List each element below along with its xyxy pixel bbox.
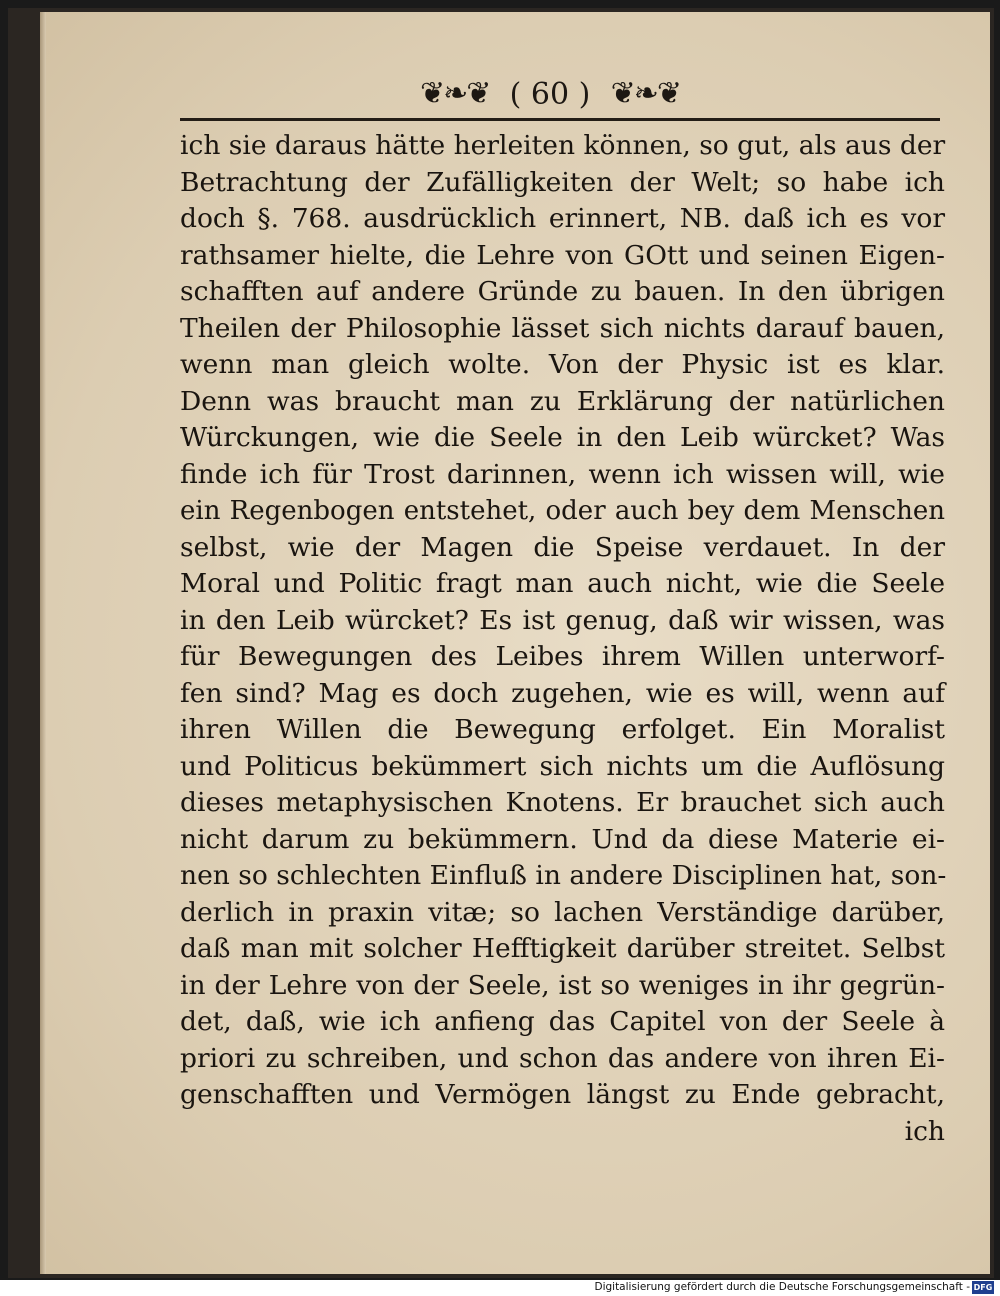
text-line: in der Lehre von der Seele, ist so weniges in ihr gegrün- xyxy=(180,969,945,1001)
text-line: selbst, wie der Magen die Speise verdauet. In der xyxy=(180,531,945,563)
header-rule xyxy=(180,118,940,121)
text-line: nicht darum zu bekümmern. Und da diese Materie ei- xyxy=(180,823,945,855)
text-line: Würckungen, wie die Seele in den Leib würcket? Was xyxy=(180,422,945,453)
text-line: doch §. 768. ausdrücklich erinnert, NB. daß ich es vor xyxy=(180,203,945,234)
page-header xyxy=(420,74,680,114)
page-number: ( 60 ) xyxy=(509,76,591,112)
funding-credit: Digitalisierung gefördert durch die Deutsche Forschungsgemeinschaft - xyxy=(594,1281,970,1293)
text-line: det, daß, wie ich anfieng das Capitel von der Seele à xyxy=(180,1006,945,1037)
text-line: ihren Willen die Bewegung erfolget. Ein Moralist xyxy=(180,714,945,745)
text-line: Moral und Politic fragt man auch nicht, wie die Seele xyxy=(180,568,945,599)
text-line: Denn was braucht man zu Erklärung der natürlichen xyxy=(180,385,945,417)
text-line: rathsamer hielte, die Lehre von GOtt und seinen Eigen- xyxy=(180,239,945,271)
text-line: ich xyxy=(904,1115,945,1147)
text-line: schafften auf andere Gründe zu bauen. In den übrigen xyxy=(180,276,945,307)
text-line: Betrachtung der Zufälligkeiten der Welt; so habe ich xyxy=(180,166,945,198)
text-line: in den Leib würcket? Es ist genug, daß wir wissen, was xyxy=(180,604,945,636)
text-line: priori zu schreiben, und schon das andere von ihren Ei- xyxy=(180,1042,945,1074)
text-line: und Politicus bekümmert sich nichts um die Auflösung xyxy=(180,750,945,782)
text-line: nen so schlechten Einfluß in andere Disciplinen hat, son- xyxy=(180,860,947,891)
text-line: für Bewegungen des Leibes ihrem Willen unterworf- xyxy=(180,641,945,672)
page-edge xyxy=(40,12,46,1274)
header-ornament-left: ❦❧❦ xyxy=(420,76,490,111)
text-line: derlich in praxin vitæ; so lachen Verständige darüber, xyxy=(180,896,945,928)
header-ornament-right: ❦❧❦ xyxy=(610,76,680,111)
text-line: Theilen der Philosophie lässet sich nichts darauf bauen, xyxy=(180,312,945,344)
text-line: daß man mit solcher Hefftigkeit darüber streitet. Selbst xyxy=(180,933,945,964)
text-line: dieses metaphysischen Knotens. Er brauchet sich auch xyxy=(180,787,945,818)
text-line: fen sind? Mag es doch zugehen, wie es will, wenn auf xyxy=(180,677,945,709)
body-text xyxy=(180,128,945,1150)
text-line: finde ich für Trost darinnen, wenn ich wissen will, wie xyxy=(180,458,945,490)
dfg-logo: DFG xyxy=(973,1283,993,1292)
text-line: ein Regenbogen entstehet, oder auch bey dem Menschen xyxy=(180,496,945,526)
digitization-footer xyxy=(0,1280,1000,1296)
text-line: wenn man gleich wolte. Von der Physic ist es klar. xyxy=(180,349,945,380)
text-line: genschafften und Vermögen längst zu Ende gebracht, xyxy=(180,1079,945,1110)
text-line: ich sie daraus hätte herleiten können, so gut, als aus der xyxy=(180,130,946,161)
